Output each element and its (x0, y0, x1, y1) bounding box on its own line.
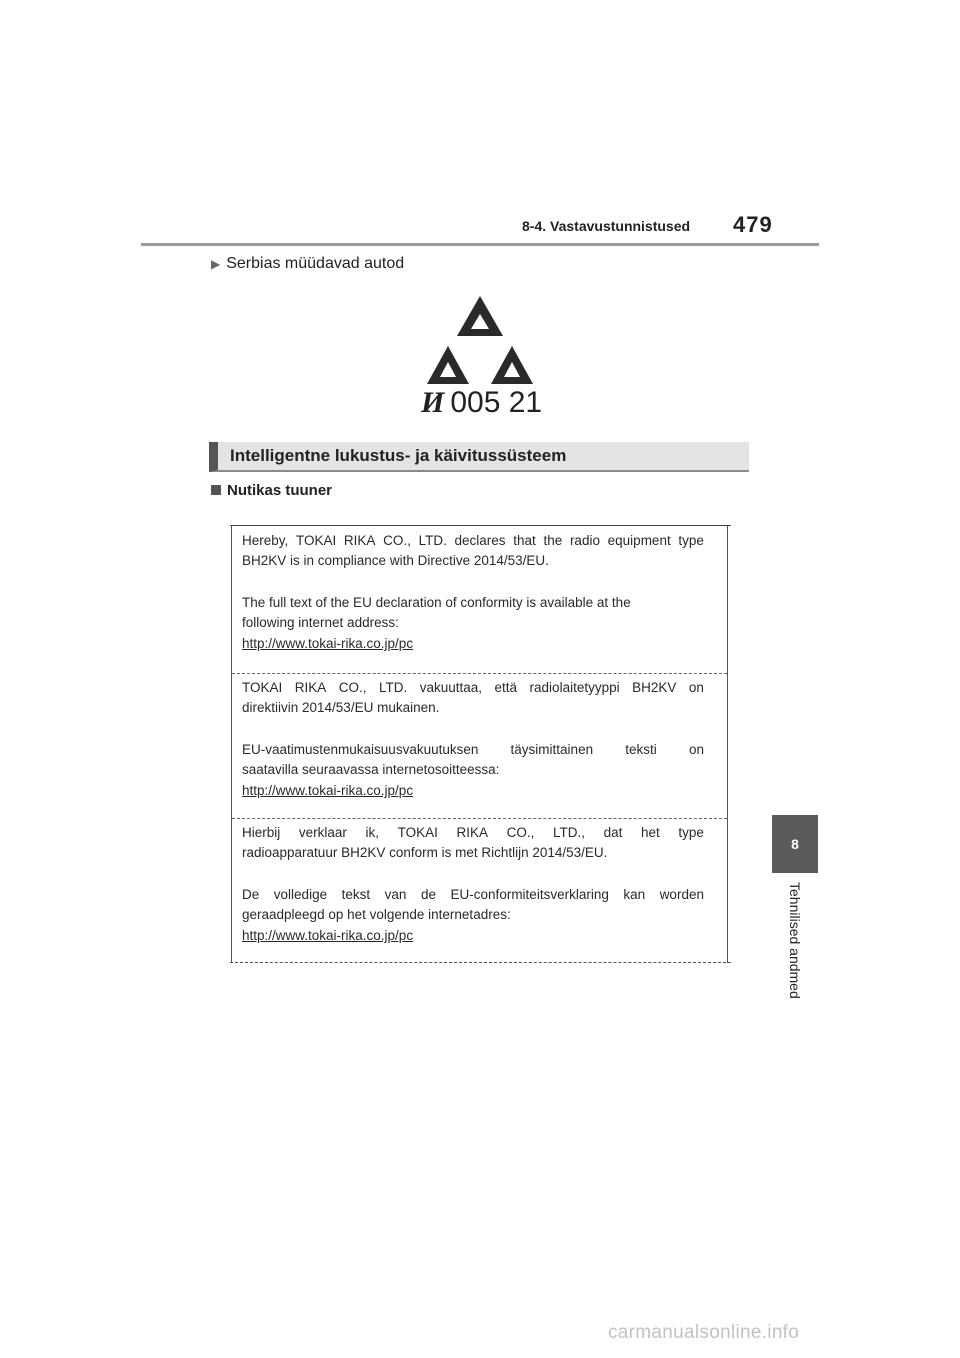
approval-letter: И (421, 386, 445, 419)
justified-word: Hierbij (242, 825, 281, 840)
fi-line-2: direktiivin 2014/53/EU mukainen. (242, 700, 440, 715)
en-line-4: following internet address: (242, 615, 399, 630)
justified-word: TOKAI (242, 680, 283, 695)
justified-word: De (242, 887, 260, 902)
justified-word: type (678, 533, 704, 548)
justified-word: radiolaitetyyppi (529, 680, 620, 695)
justified-word: on (688, 742, 704, 757)
justified-word: that (513, 533, 536, 548)
justified-word: CO., (383, 533, 411, 548)
justified-word: kan (623, 887, 646, 902)
justified-word: teksti (625, 742, 657, 757)
justified-word: radio (569, 533, 600, 548)
square-bullet-icon (211, 485, 221, 495)
justified-word: vakuuttaa, (419, 680, 483, 695)
justified-word: CO., (506, 825, 535, 840)
fi-line-4: saatavilla seuraavassa internetosoitteessa: (242, 762, 500, 777)
justified-word: equipment (607, 533, 671, 548)
justified-word: LTD. (379, 680, 408, 695)
approval-code (421, 386, 542, 420)
nl-line-3 (242, 887, 704, 902)
triangle-bullet-icon: ▶ (211, 257, 221, 271)
en-line-2: BH2KV is in compliance with Directive 2014/53/EU. (242, 553, 549, 568)
declaration-panel-english (232, 525, 727, 673)
market-item (211, 255, 404, 273)
justified-word: TOKAI (295, 533, 337, 548)
nl-line-1 (242, 825, 704, 840)
subsection-heading (211, 482, 332, 499)
nl-link[interactable]: http://www.tokai-rika.co.jp/pc (242, 928, 414, 943)
approval-number: 005 21 (450, 386, 543, 419)
nl-line-4: geraadpleegd op het volgende internetadres: (242, 907, 511, 922)
justified-word: että (494, 680, 518, 695)
section-title: Intelligentne lukustus- ja käivitussüsteem (230, 446, 567, 465)
justified-word: LTD. (418, 533, 447, 548)
en-link[interactable]: http://www.tokai-rika.co.jp/pc (242, 636, 414, 651)
justified-word: the (543, 533, 563, 548)
justified-word: de (420, 887, 437, 902)
justified-word: van (384, 887, 407, 902)
justified-word: type (678, 825, 704, 840)
justified-word: EU-vaatimustenmukaisuusvakuutuksen (242, 742, 479, 757)
justified-word: verklaar (298, 825, 347, 840)
justified-word: on (688, 680, 704, 695)
fi-line-3 (242, 742, 704, 757)
header-section-title: 8-4. Vastavustunnistused (522, 218, 691, 234)
watermark: carmanualsonline.info (608, 1322, 800, 1343)
justified-word: LTD., (552, 825, 585, 840)
en-line-3: The full text of the EU declaration of conformity is available at the (242, 595, 631, 610)
justified-word: het (641, 825, 660, 840)
justified-word: TOKAI (397, 825, 438, 840)
justified-word: RIKA (294, 680, 327, 695)
en-line-1 (242, 533, 704, 548)
declaration-box (231, 525, 728, 963)
market-item-text: Serbias müüdavad autod (226, 255, 405, 272)
justified-word: declares (454, 533, 506, 548)
justified-word: tekst (341, 887, 371, 902)
fi-line-1 (242, 680, 704, 695)
justified-word: Hereby, (242, 533, 289, 548)
justified-word: RIKA (456, 825, 488, 840)
fi-link[interactable]: http://www.tokai-rika.co.jp/pc (242, 783, 414, 798)
justified-word: täysimittainen (510, 742, 594, 757)
declaration-panel-finnish (232, 673, 727, 819)
justified-word: CO., (338, 680, 367, 695)
justified-word: BH2KV (632, 680, 677, 695)
declaration-panel-dutch (232, 818, 727, 964)
justified-word: volledige (273, 887, 328, 902)
chapter-label-text: Tehnilised andmed (787, 882, 803, 999)
page-number: 479 (733, 212, 773, 237)
header-rule (141, 243, 819, 246)
subsection-title: Nutikas tuuner (227, 482, 333, 499)
justified-word: EU-conformiteitsverklaring (450, 887, 609, 902)
justified-word: RIKA (343, 533, 376, 548)
justified-word: ik, (365, 825, 379, 840)
chapter-tab[interactable]: 8 (772, 815, 818, 873)
justified-word: dat (603, 825, 623, 840)
justified-word: worden (659, 887, 704, 902)
section-heading-bar (209, 442, 749, 472)
nl-line-2: radioapparatuur BH2KV conform is met Richtlijn 2014/53/EU. (242, 845, 608, 860)
box-bottom-rule (230, 962, 731, 963)
